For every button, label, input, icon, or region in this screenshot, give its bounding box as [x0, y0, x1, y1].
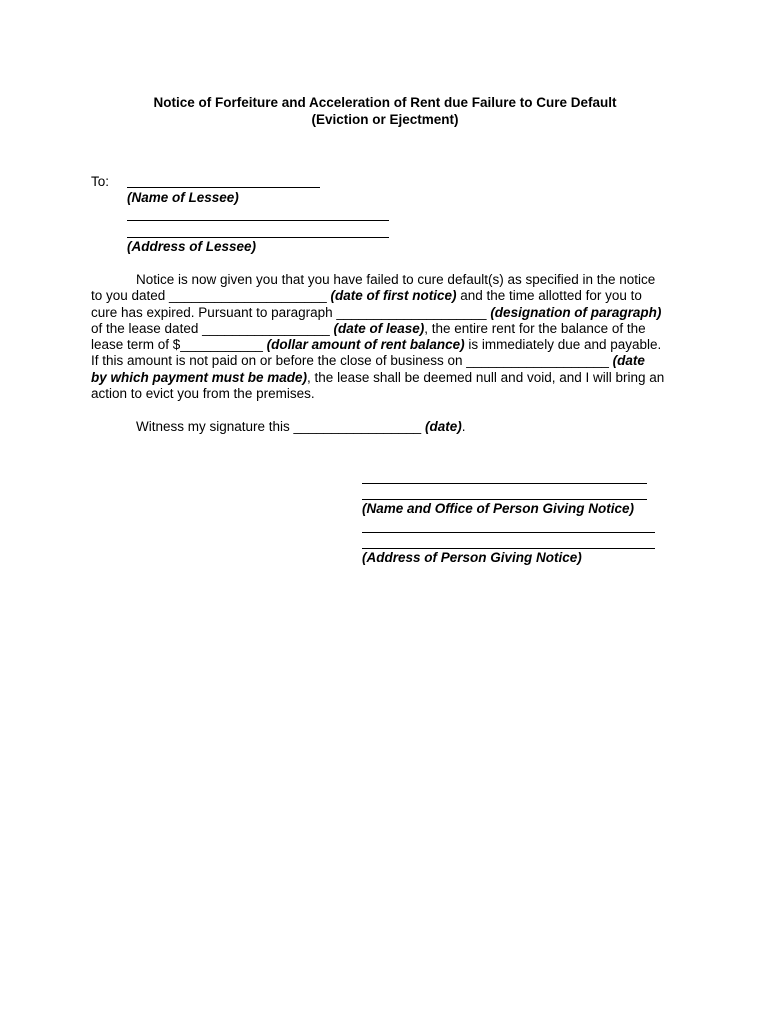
body-line: by which payment must be made), the lease shall be deemed null and void, and I will bring an [91, 369, 665, 385]
to-label: To: [91, 174, 110, 189]
notice-body [91, 272, 691, 402]
body-line: action to evict you from the premises. [91, 386, 315, 402]
body-line: cure has expired. Pursuant to paragraph ____________________ (designation of paragraph) [91, 304, 662, 320]
lessee-address-label: (Address of Lessee) [127, 239, 257, 254]
body-line: to you dated _____________________ (date of first notice) and the time allotted for you to [91, 288, 642, 304]
giver-address-label: (Address of Person Giving Notice) [362, 550, 582, 565]
body-line: lease term of $___________ (dollar amount of rent balance) is immediately due and payable. [91, 337, 662, 353]
signature-line-1 [362, 483, 647, 484]
document-title: Notice of Forfeiture and Acceleration of Rent due Failure to Cure Default [153, 95, 617, 110]
signature-line-2 [362, 499, 647, 500]
lessee-name-line [127, 187, 320, 188]
lessee-address-line-1 [127, 220, 389, 221]
witness-line: Witness my signature this _________________ (date). [136, 419, 466, 434]
lessee-address-line-2 [127, 237, 389, 238]
giver-name-office-label: (Name and Office of Person Giving Notice) [362, 501, 635, 516]
giver-address-line-1 [362, 532, 655, 533]
giver-address-line-2 [362, 548, 655, 549]
lessee-name-label: (Name of Lessee) [127, 190, 239, 205]
body-line: Notice is now given you that you have failed to cure default(s) as specified in the notice [136, 272, 656, 287]
body-line: If this amount is not paid on or before the close of business on ___________________ (date [91, 353, 645, 369]
document-subtitle: (Eviction or Ejectment) [311, 112, 459, 127]
body-line: of the lease dated _________________ (date of lease), the entire rent for the balance of the [91, 320, 646, 336]
